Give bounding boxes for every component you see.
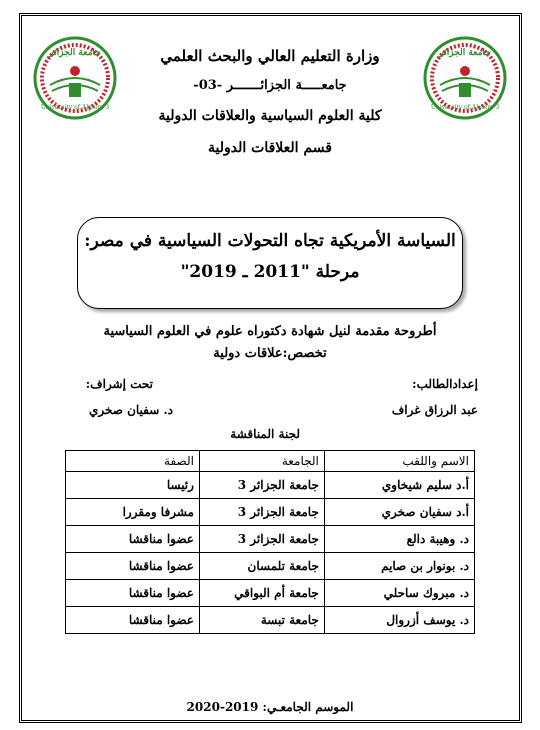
thesis-specialty: تخصص:علاقات دولية	[213, 346, 327, 361]
ministry-name: وزارة التعليم العالي والبحث العلمي	[160, 47, 380, 65]
member-name: أ.د سفيان صخري	[324, 499, 474, 526]
header-name: الاسم واللقب	[324, 451, 474, 472]
thesis-title: السياسة الأمريكية تجاه التحولات السياسية في مصر:	[84, 231, 456, 251]
member-role: عضوا مناقشا	[66, 553, 200, 580]
table-row	[66, 526, 475, 553]
member-name: أ.د سليم شيخاوي	[324, 472, 474, 499]
table-row	[66, 580, 475, 607]
member-university: جامعة الجزائر 3	[199, 472, 324, 499]
member-name: د. وهيبة دالع	[324, 526, 474, 553]
thesis-period: مرحلة "2011 ـ 2019"	[180, 262, 360, 282]
logo-arabic-text: جامعة الجزائر	[49, 48, 101, 58]
member-name: د. بونوار بن صايم	[324, 553, 474, 580]
table-row	[66, 607, 475, 634]
logo-arabic-text: جامعة الجزائر	[439, 48, 491, 58]
table-row	[66, 472, 475, 499]
faculty-name: كلية العلوم السياسية والعلاقات الدولية	[158, 108, 382, 124]
table-row	[66, 499, 475, 526]
supervisor-name: د. سفيان صخري	[88, 403, 173, 417]
committee-title: لجنة المناقشة	[230, 427, 300, 441]
thesis-description: أطروحة مقدمة لنيل شهادة دكتوراه علوم في العلوم السياسية	[103, 324, 437, 339]
university-name: جامعـــــة الجزائـــــــر -03-	[193, 78, 347, 93]
university-logo-right	[420, 33, 510, 123]
header-role: الصفة	[66, 451, 200, 472]
supervisor-label: تحت إشراف:	[85, 377, 153, 391]
header-university: الجامعة	[199, 451, 324, 472]
committee-table	[65, 450, 475, 634]
member-university: جامعة الجزائر 3	[199, 526, 324, 553]
table-row	[66, 553, 475, 580]
member-university: جامعة أم البواقي	[199, 580, 324, 607]
university-logo-left	[30, 33, 120, 123]
member-name: د. يوسف أزروال	[324, 607, 474, 634]
member-name: د. مبروك ساحلي	[324, 580, 474, 607]
logo-latin-text: University of Algiers 3	[40, 104, 110, 111]
department-name: قسم العلاقات الدولية	[208, 140, 332, 156]
member-university: جامعة تلمسان	[199, 553, 324, 580]
member-role: عضوا مناقشا	[66, 607, 200, 634]
member-role: عضوا مناقشا	[66, 580, 200, 607]
member-role: عضوا مناقشا	[66, 526, 200, 553]
member-university: جامعة تبسة	[199, 607, 324, 634]
committee-header-row	[66, 451, 475, 472]
member-role: رئيسا	[66, 472, 200, 499]
logo-latin-text: University of Algiers 3	[430, 104, 500, 111]
student-label: إعدادالطالب:	[412, 377, 478, 391]
member-university: جامعة الجزائر 3	[199, 499, 324, 526]
academic-year: الموسم الجامعـي: 2019-2020	[186, 700, 354, 714]
student-name: عبد الرزاق غراف	[391, 403, 478, 417]
member-role: مشرفا ومقررا	[66, 499, 200, 526]
